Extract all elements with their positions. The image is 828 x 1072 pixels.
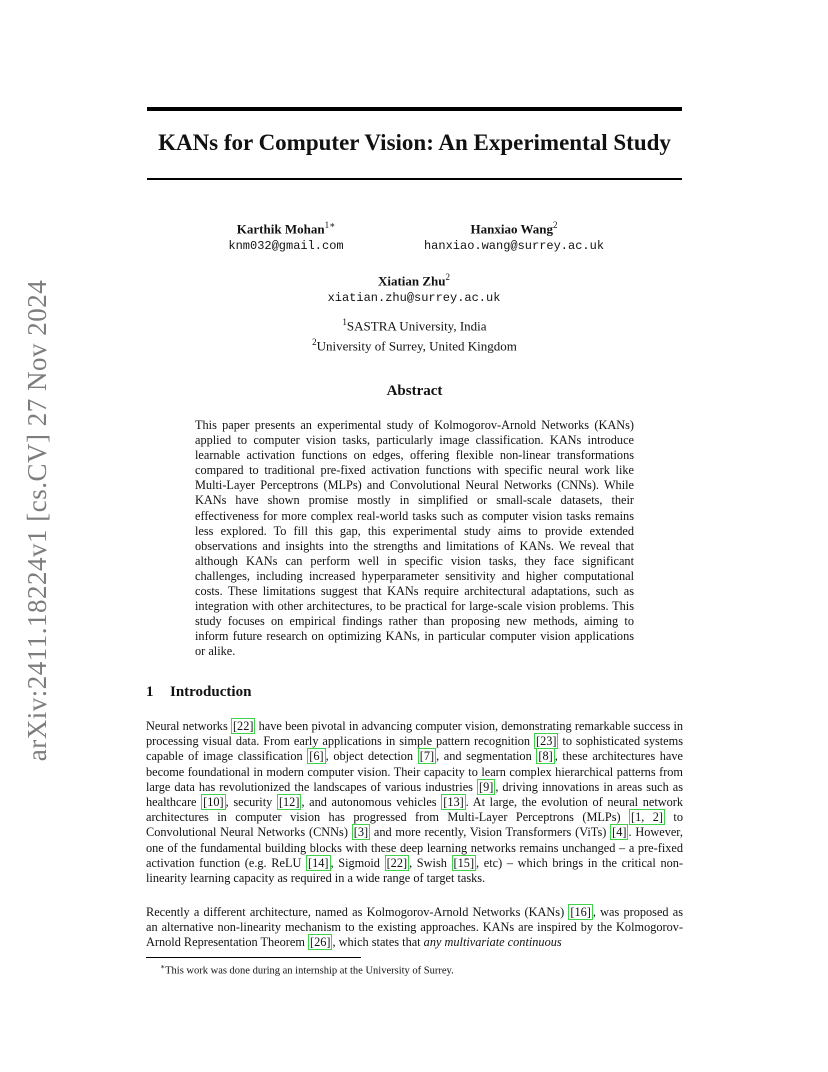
section-heading-introduction	[146, 684, 251, 701]
abstract-heading: Abstract	[386, 383, 443, 399]
arxiv-identifier-stamp	[22, 280, 54, 760]
intro-paragraph-1: Neural networks [22] have been pivotal in advancing computer vision, demonstrating remarkable success in processing visual data. From early applications in simple pattern recognition [23] to sophisticated systems capable of image classification [6] , object detection [7] , and segmentation [8] , these architectures have become foundational in modern computer vision. Their capacity to learn complex hierarchical patterns from large data has revolutionized the landscapes of various industries [9] , driving innovations in areas such as healthcare [10] , security [12] , and autonomous vehicles [13] . At large, the evolution of neural network architectures in computer vision has progressed from Multi-Layer Perceptrons (MLPs) [1, 2] to Convolutional Neural Networks (CNNs) [3] and more recently, Vision Transformers (ViTs) [4] . However, one of the fundamental building blocks with these deep learning networks remains unchanged – a pre-fixed activation function (e.g. ReLU [14] , Sigmoid [22] , Swish [15] , etc) – which brings in the critical non-linearity learning capacity as required in a wide range of target tasks.	[146, 719, 684, 886]
section-title: Introduction	[170, 684, 252, 700]
author-2-mark: 2	[552, 220, 558, 230]
citation-link[interactable]: [6]	[309, 749, 324, 764]
footnote-text: This work was done during an internship at the University of Surrey.	[165, 965, 454, 977]
citation-link[interactable]: [26]	[309, 935, 331, 950]
affiliation-1: $^1$SASTRA University, India	[342, 317, 487, 334]
author-3-mark: 2	[445, 272, 451, 282]
footnote-mark: ∗	[160, 962, 166, 971]
title-top-rule	[147, 107, 682, 111]
citation-link[interactable]: [22]	[232, 719, 254, 733]
title-bottom-rule	[147, 178, 682, 180]
citation-link[interactable]: [7]	[419, 749, 435, 764]
citation-link[interactable]: [10]	[203, 795, 224, 810]
citation-link[interactable]: [22]	[386, 855, 408, 870]
footnote-rule	[146, 957, 361, 958]
emphasized-text: any multivariate continuous	[423, 935, 562, 950]
citation-link[interactable]: [9]	[478, 779, 494, 794]
citation-link[interactable]: [15]	[453, 855, 475, 870]
citation-link[interactable]: [16]	[570, 905, 591, 919]
citation-link[interactable]: [14]	[308, 855, 329, 870]
author-3	[294, 268, 534, 306]
author-1	[166, 216, 406, 254]
arxiv-stamp-text: arXiv:2411.18224v1 [cs.CV] 27 Nov 2024	[22, 279, 53, 761]
affiliation-2: $^2$University of Surrey, United Kingdom	[312, 337, 517, 354]
intro-paragraph-2: Recently a different architecture, named as Kolmogorov-Arnold Networks (KANs) [16] , was proposed as an alternative non-linearity mechanism to the existing approaches. KANs are inspired by the Kolmogorov-Arnold Representation Theorem [26] , which states that any multivariate continuous	[146, 905, 683, 950]
author-3-email[interactable]: xiatian.zhu@surrey.ac.uk	[327, 291, 501, 306]
author-2-email[interactable]: hanxiao.wang@surrey.ac.uk	[423, 239, 605, 254]
section-number: 1	[146, 684, 154, 700]
citation-link[interactable]: [12]	[278, 795, 300, 810]
footnote	[160, 962, 454, 977]
author-3-name: Xiatian Zhu$^2$	[377, 272, 451, 289]
citation-link[interactable]: [4]	[612, 825, 627, 840]
affiliations	[147, 314, 682, 355]
author-2	[394, 216, 634, 254]
citation-link[interactable]: [13]	[443, 795, 464, 810]
abstract-text: This paper presents an experimental study of Kolmogorov-Arnold Networks (KANs) applied to computer vision tasks, particularly image classification. KANs introduce learnable activation functions on edges, offering flexible non-linear transformations compared to traditional pre-fixed activation functions with specific neural work like Multi-Layer Perceptrons (MLPs) and Convolutional Neural Networks (CNNs). While KANs have shown promise mostly in simplified or small-scale datasets, their effectiveness for more complex real-world tasks such as computer vision tasks remains less explored. To fill this gap, this experimental study aims to provide extended observations and insights into the strengths and limitations of KANs. We reveal that although KANs can perform well in specific vision tasks, they face significant challenges, including increased hyperparameter sensitivity and higher computational costs. These limitations suggest that KANs require architectural adaptations, such as integration with other architectures, to be practical for large-scale vision problems. This study focuses on empirical findings rather than proposing new methods, aiming to inform future research on optimizing KANs, in particular computer vision applications or alike.	[195, 418, 634, 659]
author-1-name: Karthik Mohan$^{1∗}$	[236, 220, 336, 237]
citation-link[interactable]: [1, 2]	[631, 810, 664, 825]
author-1-mark: 1∗	[324, 220, 336, 230]
citation-link[interactable]: [8]	[538, 749, 553, 764]
author-1-email[interactable]: knm032@gmail.com	[228, 239, 344, 254]
citation-link[interactable]: [23]	[535, 734, 557, 749]
citation-link[interactable]: [3]	[353, 825, 369, 840]
author-2-name: Hanxiao Wang$^2$	[470, 220, 558, 237]
paper-title: KANs for Computer Vision: An Experimental Study	[158, 130, 671, 155]
